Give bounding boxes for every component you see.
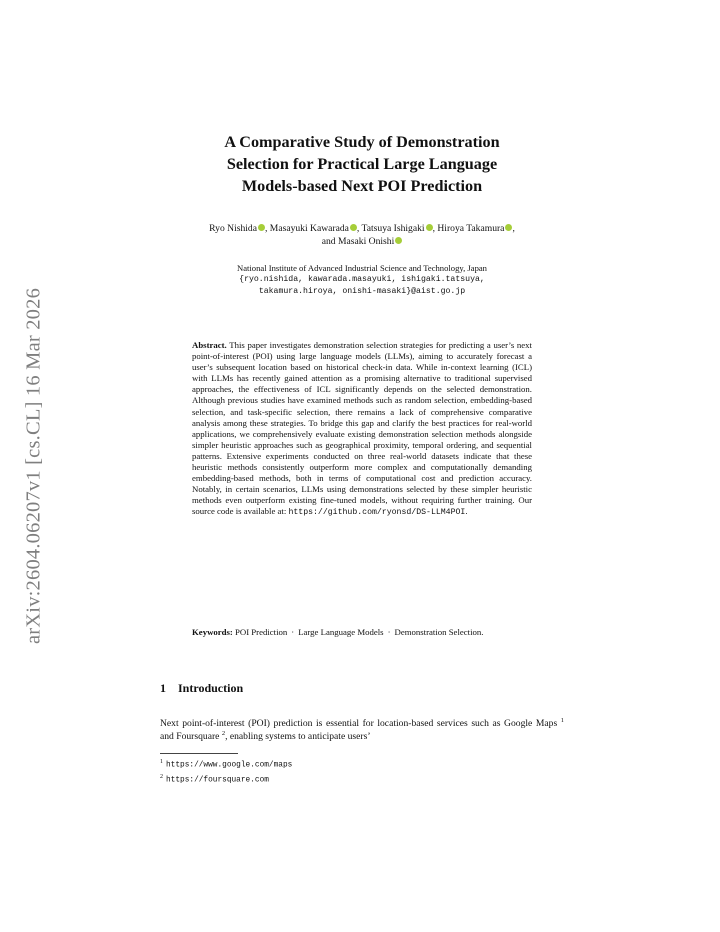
footnote: $^1$ https://www.google.com/maps	[160, 759, 293, 770]
footnote-mark[interactable]: 1	[560, 716, 564, 724]
author-name: Hiroya Takamura	[437, 223, 505, 234]
keyword: Demonstration Selection.	[394, 627, 484, 637]
author-name: Tatsuya Ishigaki	[361, 223, 425, 234]
footnote-mark[interactable]: 2	[221, 729, 226, 737]
institute-name: National Institute of Advanced Industrial Science and Technology, Japan	[237, 263, 487, 273]
orcid-icon[interactable]	[426, 224, 433, 231]
title-line: Models-based Next POI Prediction	[241, 177, 483, 195]
title-line: Selection for Practical Large Language	[226, 155, 498, 173]
footnote-divider	[160, 753, 238, 754]
source-code-link[interactable]: https://github.com/ryonsd/DS-LLM4POI	[288, 508, 466, 518]
orcid-icon[interactable]	[258, 224, 265, 231]
footnote: $^2$ https://foursquare.com	[160, 773, 269, 785]
author-emails: {ryo.nishida, kawarada.masayuki, ishigaki.tatsuya,	[239, 275, 485, 285]
footnote-link[interactable]: https://foursquare.com	[166, 776, 269, 785]
affiliation-block	[160, 262, 564, 299]
author-list: Ryo Nishida , Masayuki Kawarada , Tatsuya Ishigaki , Hiroya Takamura , and Masaki Onishi	[209, 223, 515, 248]
arxiv-identifier-stamp: arXiv:2604.06207v1 [cs.CL] 16 Mar 2026	[22, 287, 45, 645]
abstract-text: This paper investigates demonstration selection strategies for predicting a user’s next point-of-interest (POI) using large language models (LLMs), aiming to accurately forecast a user’s subsequent location based on historical check-in data. While in-context learning (ICL) with LLMs has recently gained attention as a promising alternative to traditional supervised approaches, the effectiveness of ICL significantly depends on the selected demonstration. Although previous studies have examined methods such as random selection, embedding-based selection, and task-specific selection, there remains a lack of comprehensive comparative analysis among these strategies. To bridge this gap and clarify the best practices for real-world applications, we comprehensively evaluate existing demonstration selection methods alongside simpler heuristic approaches such as geographical proximity, temporal ordering, and sequential patterns. Extensive experiments conducted on three real-world datasets indicate that these heuristic methods consistently outperform more complex and computationally demanding embedding-based methods, both in terms of computational cost and prediction accuracy. Notably, in certain scenarios, LLMs using demonstrations selected by these simpler heuristic methods even outperform existing fine-tuned models, without requiring further training. Our source code is available at:	[192, 340, 532, 517]
section-number: 1	[160, 681, 166, 695]
keyword: POI Prediction	[235, 627, 288, 637]
section-title: Introduction	[178, 681, 244, 695]
title-line: A Comparative Study of Demonstration	[224, 133, 500, 151]
section-heading	[160, 681, 243, 696]
footnotes	[160, 757, 564, 786]
orcid-icon[interactable]	[350, 224, 357, 231]
keywords: Keywords: POI Prediction · Large Language Models · Demonstration Selection.	[192, 627, 484, 637]
author-name: Masayuki Kawarada	[269, 223, 349, 234]
author-name: Masaki Onishi	[338, 236, 395, 248]
keyword: Large Language Models	[298, 627, 384, 637]
author-name: Ryo Nishida	[209, 223, 257, 234]
orcid-icon[interactable]	[395, 237, 402, 244]
paper-title	[160, 131, 564, 197]
footnote-link[interactable]: https://www.google.com/maps	[166, 761, 293, 770]
abstract: Abstract. This paper investigates demonstration selection strategies for predicting a user’s next point-of-interest (POI) using large language models (LLMs), aiming to accurately forecast a user’s subsequent location based on historical check-in data. While in-context learning (ICL) with LLMs has recently gained attention as a promising alternative to traditional supervised approaches, the effectiveness of ICL significantly depends on the selected demonstration. Although previous studies have examined methods such as random selection, embedding-based selection, and task-specific selection, there remains a lack of comprehensive comparative analysis among these strategies. To bridge this gap and clarify the best practices for real-world applications, we comprehensively evaluate existing demonstration selection methods alongside simpler heuristic approaches such as geographical proximity, temporal ordering, and sequential patterns. Extensive experiments conducted on three real-world datasets indicate that these heuristic methods consistently outperform more complex and computationally demanding embedding-based methods, both in terms of computational cost and prediction accuracy. Notably, in certain scenarios, LLMs using demonstrations selected by these simpler heuristic methods even outperform existing fine-tuned models, without requiring further training. Our source code is available at: https://github.com/ryonsd/DS-LLM4POI.	[192, 340, 532, 518]
body-paragraph: Next point-of-interest (POI) prediction is essential for location-based services such as Google Maps $^1$ and Foursquare $^2$, enabling systems to anticipate users’	[160, 716, 564, 742]
abstract-label: Abstract.	[192, 340, 227, 350]
keywords-label: Keywords:	[192, 627, 233, 637]
author-emails: takamura.hiroya, onishi-masaki}@aist.go.jp	[258, 287, 466, 297]
